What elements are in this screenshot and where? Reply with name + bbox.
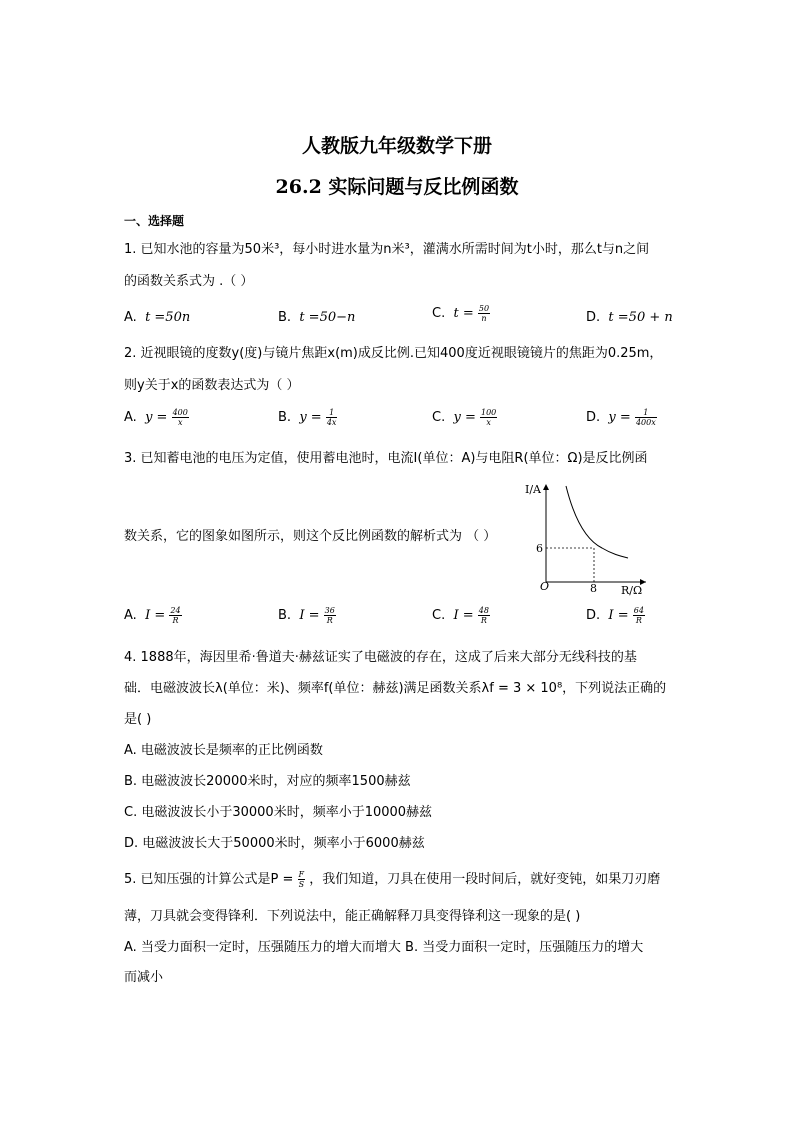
q4-option-a: A. 电磁波波长是频率的正比例函数	[124, 743, 323, 758]
q4-option-c: C. 电磁波波长小于30000米时，频率小于10000赫兹	[124, 805, 433, 820]
q5-stem-line2: 薄，刀具就会变得锋利．下列说法中，能正确解释刀具变得锋利这一现象的是( )	[124, 909, 581, 924]
q3-stem-line1: 3. 已知蓄电池的电压为定值，使用蓄电池时，电流I(单位：A)与电阻R(单位：Ω)是反比例函	[124, 451, 648, 466]
section-label: 一、选择题	[124, 214, 185, 228]
q1-stem-line2: 的函数关系式为 .（ ）	[124, 274, 254, 289]
q5-stem-line1: 5. 已知压强的计算公式是P = $\frac{F}{S}$ ，我们知道，刀具在使用一段时间后，就好变钝，如果刀刃磨	[124, 870, 661, 889]
x-tick-label: 8	[590, 582, 597, 595]
q1-stem-line1: 1. 已知水池的容量为50米³，每小时进水量为n米³，灌满水所需时间为t小时，那么t与n之间	[124, 242, 650, 257]
q4-stem-line1: 4. 1888年，海因里希·鲁道夫·赫兹证实了电磁波的存在，这成了后来大部分无线科技的基	[124, 650, 637, 665]
q5-option-b-cont: 而减小	[124, 970, 164, 985]
q4-stem-line2: 础．电磁波波长λ(单位：米)、频率f(单位：赫兹)满足函数关系λf = 3 × 10⁸，下列说法正确的	[124, 681, 667, 696]
q1-option-c: C. t = $\frac{50}{n}$	[432, 304, 490, 323]
origin-label: O	[540, 580, 550, 593]
q2-stem-line1: 2. 近视眼镜的度数y(度)与镜片焦距x(m)成反比例.已知400度近视眼镜镜片的焦距为0.25m，	[124, 346, 663, 361]
q3-option-c: C. I = $\frac{48}{R}$	[432, 606, 489, 625]
q5-option-ab: A. 当受力面积一定时，压强随压力的增大而增大 B. 当受力面积一定时，压强随压力的增大	[124, 940, 644, 955]
q3-stem-line2: 数关系，它的图象如图所示，则这个反比例函数的解析式为 （ ）	[124, 529, 497, 544]
y-axis-arrow	[543, 484, 549, 490]
y-tick-label: 6	[536, 542, 543, 555]
document-subtitle: 26.2 实际问题与反比例函数	[275, 176, 519, 198]
inverse-curve	[566, 486, 628, 558]
q3-graph	[522, 478, 652, 596]
q3-option-b: B. I = $\frac{36}{R}$	[278, 606, 335, 625]
q4-stem-line3: 是( )	[124, 712, 152, 727]
q2-option-d: D. y = $\frac{1}{400x}$	[586, 408, 656, 427]
q2-stem-line2: 则y关于x的函数表达式为（ ）	[124, 378, 300, 393]
q2-option-a: A. y = $\frac{400}{x}$	[124, 408, 188, 427]
q2-option-b: B. y = $\frac{1}{4x}$	[278, 408, 337, 427]
x-axis-label: R/Ω	[621, 584, 643, 596]
q1-option-b: B. t =50−n	[278, 310, 356, 325]
q1-option-d: D. t =50 + n	[586, 310, 673, 325]
q3-option-a: A. I = $\frac{24}{R}$	[124, 606, 181, 625]
q3-option-d: D. I = $\frac{64}{R}$	[586, 606, 644, 625]
q2-option-c: C. y = $\frac{100}{x}$	[432, 408, 497, 427]
document-title: 人教版九年级数学下册	[301, 135, 492, 157]
y-axis-label: I/A	[525, 483, 541, 496]
q4-option-d: D. 电磁波波长大于50000米时，频率小于6000赫兹	[124, 836, 425, 851]
q1-option-a: A. t =50n	[124, 310, 191, 325]
q4-option-b: B. 电磁波波长20000米时，对应的频率1500赫兹	[124, 774, 411, 789]
